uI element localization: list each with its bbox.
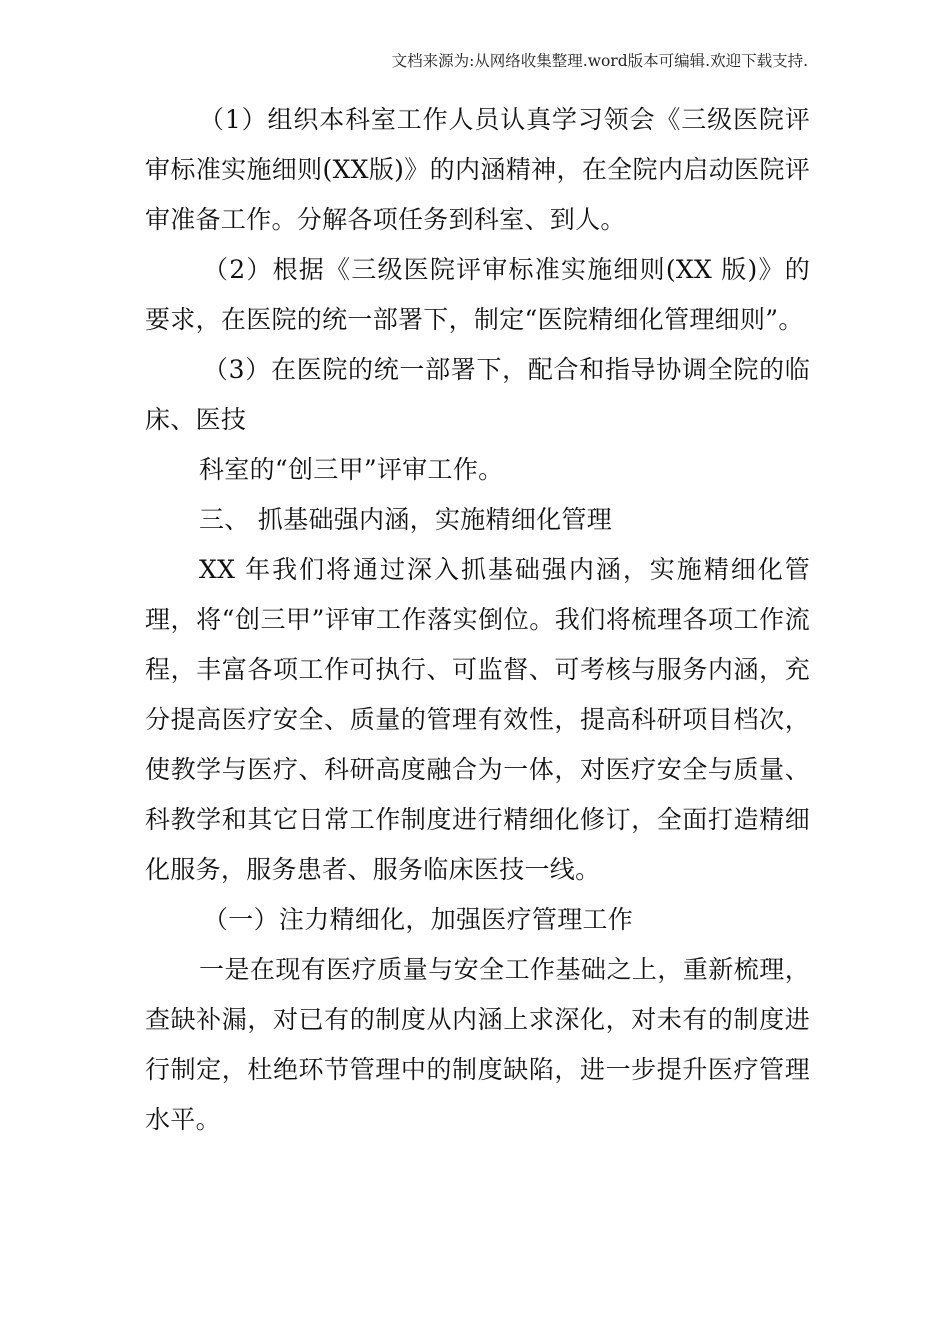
paragraph-subsection-body: 一是在现有医疗质量与安全工作基础之上，重新梳理，查缺补漏，对已有的制度从内涵上求深化，对未有的制度进行制定，杜绝环节管理中的制度缺陷，进一步提升医疗管理水平。 <box>145 955 810 1134</box>
paragraph-section-intro: XX 年我们将通过深入抓基础强内涵，实施精细化管理，将“创三甲”评审工作落实倒位。我们将梳理各项工作流程，丰富各项工作可执行、可监督、可考核与服务内涵，充分提高医疗安全、质量的管理有效性，提高科研项目档次，使教学与医疗、科研高度融合为一体，对医疗安全与质量、科教学和其它日常工作制度进行精细化修订，全面打造精细化服务，服务患者、服务临床医技一线。 <box>145 555 810 884</box>
paragraph-continuation: 科室的“创三甲”评审工作。 <box>199 455 504 484</box>
paragraph-item-3: （3）在医院的统一部署下，配合和指导协调全院的临床、医技 <box>145 355 810 434</box>
paragraph-item-2: （2）根据《三级医院评审标准实施细则(XX 版)》的要求，在医院的统一部署下，制定“医院精细化管理细则”。 <box>145 255 810 334</box>
subsection-heading-1: （一）注力精细化，加强医疗管理工作 <box>203 905 634 934</box>
header-note: 文档来源为:从网络收集整理.word版本可编辑.欢迎下载支持. <box>391 52 808 70</box>
document-body <box>145 95 810 1145</box>
section-heading-3: 三、 抓基础强内涵，实施精细化管理 <box>199 505 613 534</box>
paragraph-item-1: （1）组织本科室工作人员认真学习领会《三级医院评审标准实施细则(XX版)》的内涵精神，在全院内启动医院评审准备工作。分解各项任务到科室、到人。 <box>145 105 810 234</box>
